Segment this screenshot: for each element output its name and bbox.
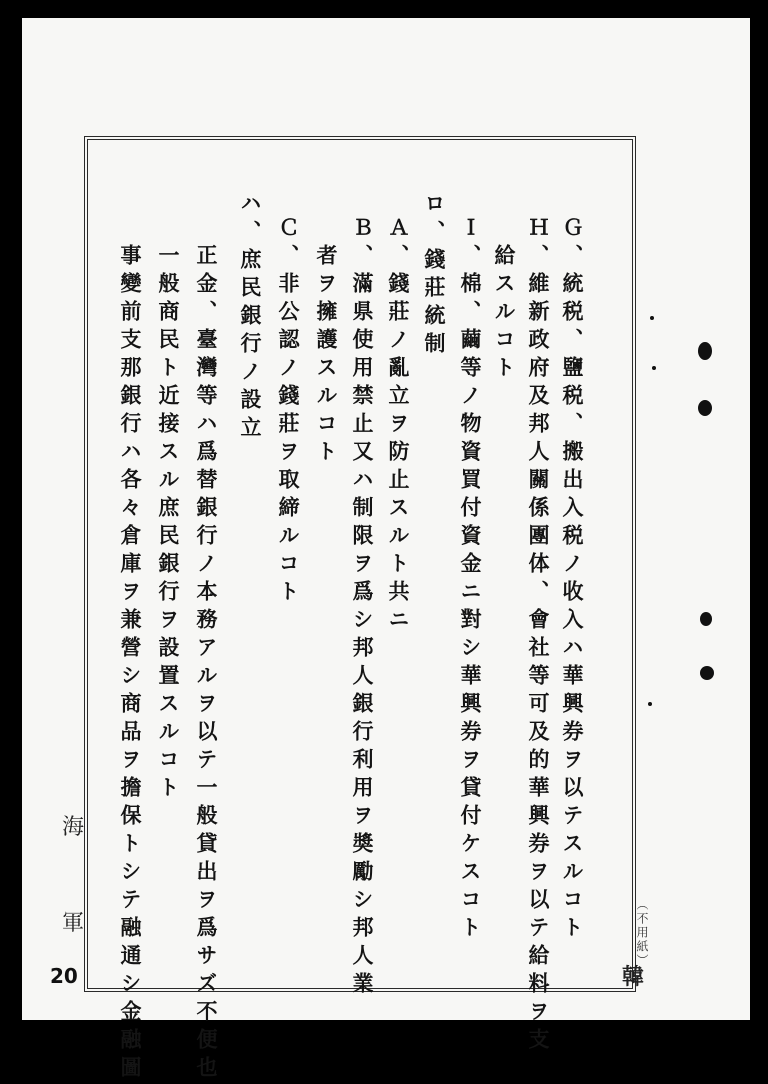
text-frame [84, 136, 636, 1084]
margin-bottom-right: 韓 [622, 964, 645, 990]
page-number: 20 [50, 964, 78, 988]
line-b-cont: 者ヲ擁護スルコト [314, 216, 339, 468]
line-shokin: 正金、臺灣等ハ爲替銀行ノ本務アルヲ以テ一般貸出ヲ爲サズ不便也 [194, 216, 219, 1084]
line-ippan: 一般商民ト近接スル庶民銀行ヲ設置スルコト [156, 216, 181, 804]
line-jihen: 事變前支那銀行ハ各々倉庫ヲ兼營シ商品ヲ擔保トシテ融通シ金融圖 [118, 216, 143, 1084]
line-h: Ｈ、維新政府及邦人關係團体、會社等可及的華興券ヲ以テ給料ヲ支 [526, 216, 551, 1056]
line-ha: ハ、庶民銀行ノ設立 [238, 192, 263, 444]
line-a: Ａ、錢莊ノ亂立ヲ防止スルト共ニ [386, 216, 411, 636]
line-ro: ロ、錢莊統制 [422, 192, 447, 360]
line-b: Ｂ、滿県使用禁止又ハ制限ヲ爲シ邦人銀行利用ヲ奬勵シ邦人業 [350, 216, 375, 1000]
document-page [22, 18, 750, 1084]
line-c: Ｃ、非公認ノ錢莊ヲ取締ルコト [276, 216, 301, 608]
margin-army: 軍 [62, 911, 85, 936]
line-i: Ｉ、棉、繭等ノ物資買付資金ニ對シ華興券ヲ貸付ケスコト [458, 216, 483, 944]
ink-blot [700, 612, 712, 626]
ink-blot [698, 400, 712, 416]
margin-notice: （不用紙） [635, 898, 649, 968]
ink-dot [650, 316, 654, 320]
line-g: Ｇ、統税、鹽税、搬出入税ノ收入ハ華興券ヲ以テスルコト [560, 216, 585, 944]
ink-blot [700, 666, 714, 680]
line-h-cont: 給スルコト [492, 216, 517, 384]
ink-dot [652, 366, 656, 370]
ink-blot [698, 342, 712, 360]
ink-dot [648, 702, 652, 706]
margin-sea: 海 [62, 815, 85, 840]
